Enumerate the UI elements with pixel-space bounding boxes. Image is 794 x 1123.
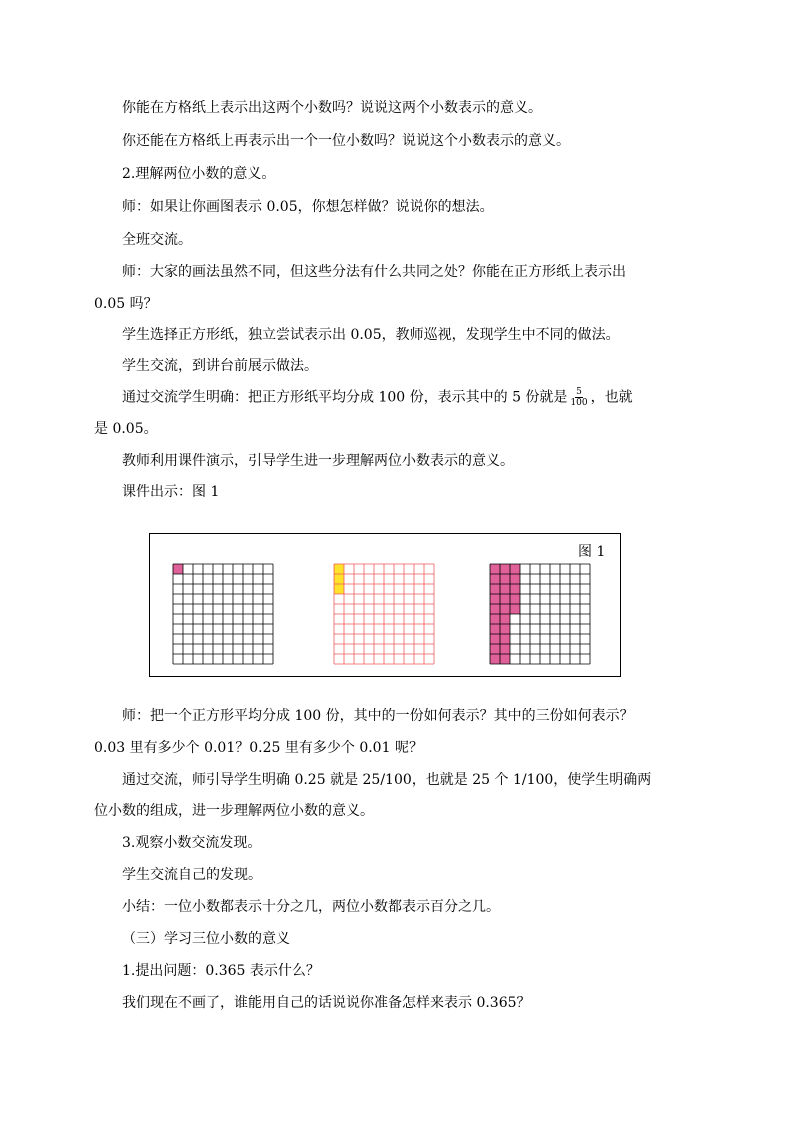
figure-frame (149, 533, 621, 677)
text-line: 是 0.05。 (94, 421, 158, 437)
section-heading: 1.提出问题：0.365 表示什么？ (122, 963, 320, 979)
text-line: 师：把一个正方形平均分成 100 份，其中的一份如何表示？其中的三份如何表示？ (122, 708, 634, 724)
text-line: 0.05 吗？ (94, 296, 158, 312)
text-line: 学生交流，到讲台前展示做法。 (122, 358, 318, 374)
text-line: 我们现在不画了，谁能用自己的话说说你准备怎样来表示 0.365？ (122, 995, 531, 1011)
text-line: 小结：一位小数都表示十分之几，两位小数都表示百分之几。 (122, 899, 500, 915)
section-heading: 3.观察小数交流发现。 (122, 835, 262, 851)
text-line: 位小数的组成，进一步理解两位小数的意义。 (94, 803, 374, 819)
fraction (569, 387, 588, 408)
section-heading: 2.理解两位小数的意义。 (122, 166, 276, 182)
text-line-with-fraction (122, 387, 633, 408)
text-segment: ，也就 (590, 389, 633, 406)
text-line: 0.03 里有多少个 0.01？0.25 里有多少个 0.01 呢？ (94, 740, 423, 756)
text-line: 师：如果让你画图表示 0.05，你想怎样做？说说你的想法。 (122, 199, 494, 215)
text-line: 你能在方格纸上表示出这两个小数吗？说说这两个小数表示的意义。 (122, 100, 542, 116)
text-line: 你还能在方格纸上再表示出一个一位小数吗？说说这个小数表示的意义。 (122, 133, 570, 149)
text-line: 学生选择正方形纸，独立尝试表示出 0.05，教师巡视，发现学生中不同的做法。 (122, 327, 620, 343)
text-line: 通过交流，师引导学生明确 0.25 就是 25/100，也就是 25 个 1/100，使学生明确两 (122, 772, 652, 788)
fraction-denominator: 100 (570, 398, 588, 408)
text-segment: 通过交流学生明确：把正方形纸平均分成 100 份，表示其中的 5 份就是 (122, 389, 568, 406)
text-line: 师：大家的画法虽然不同，但这些分法有什么共同之处？你能在正方形纸上表示出 (122, 264, 626, 280)
section-heading: （三）学习三位小数的意义 (122, 931, 290, 947)
text-line: 教师利用课件演示，引导学生进一步理解两位小数表示的意义。 (122, 453, 514, 469)
figure-label: 图 1 (578, 544, 606, 560)
fraction-numerator: 5 (576, 387, 582, 397)
text-line: 学生交流自己的发现。 (122, 867, 262, 883)
text-line: 课件出示：图 1 (122, 484, 220, 500)
text-line: 全班交流。 (122, 232, 192, 248)
